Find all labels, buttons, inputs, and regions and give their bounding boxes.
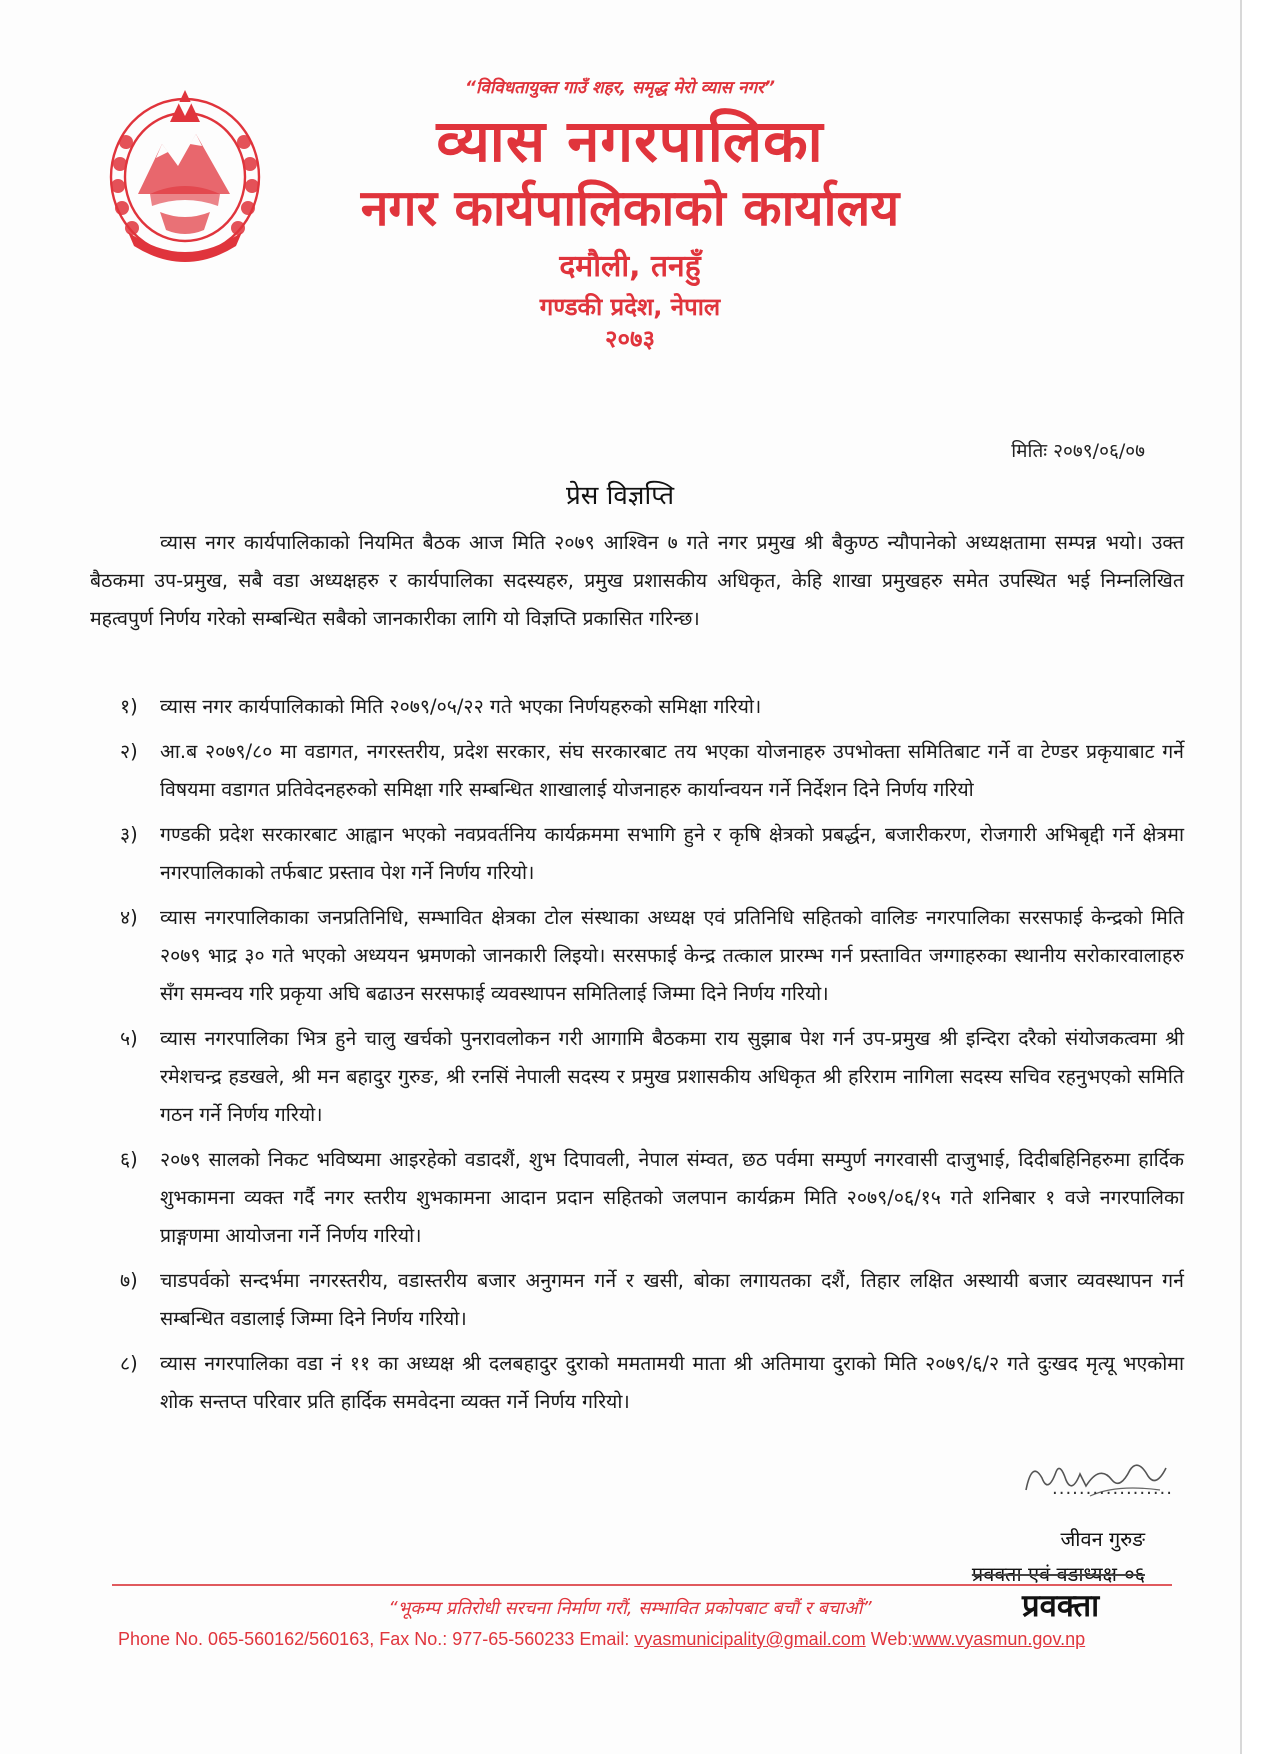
list-item — [90, 816, 1184, 892]
item-text: व्यास नगरपालिका भित्र हुने चालु खर्चको पुनरावलोकन गरी आगामि बैठकमा राय सुझाब पेश गर्न उप-प्रमुख श्री इन्दिरा दरैको संयोजकत्वमा श्री रमेशचन्द्र हडखले, श्री मन बहादुर गुरुङ, श्री रनसिं नेपाली सदस्य र प्रमुख प्रशासकीय अधिकृत श्री हरिराम नागिला सदस्य सचिव रहनुभएको समिति गठन गर्ने निर्णय गरियो। — [160, 1027, 1184, 1126]
email-link[interactable]: vyasmunicipality@gmail.com — [634, 1629, 866, 1649]
item-number: ८) — [120, 1352, 138, 1375]
decision-list — [90, 688, 1184, 1428]
item-number: २) — [120, 740, 138, 763]
list-item — [90, 899, 1184, 1013]
list-item — [90, 1020, 1184, 1134]
item-text: व्यास नगर कार्यपालिकाको मिति २०७९/०५/२२ गते भएका निर्णयहरुको समिक्षा गरियो। — [160, 695, 762, 718]
office-location: दमौली, तनहुँ — [559, 249, 701, 284]
contact-phone-fax: Phone No. 065-560162/560163, Fax No.: 977-65-560233 Email: — [118, 1629, 635, 1649]
office-province: गण्डकी प्रदेश, नेपाल — [539, 293, 721, 321]
document-date: मितिः २०७९/०६/०७ — [1011, 440, 1145, 462]
list-item — [90, 1345, 1184, 1421]
signatory-name: जीवन गुरुङ — [1060, 1527, 1145, 1551]
item-number: १) — [120, 695, 138, 718]
item-text: २०७९ सालको निकट भविष्यमा आइरहेको वडादशैं, शुभ दिपावली, नेपाल संम्वत, छठ पर्वमा सम्पुर्ण नगरवासी दाजुभाई, दिदीबहिनिहरुमा हार्दिक शुभकामना व्यक्त गर्दै नगर स्तरीय शुभकामना आदान प्रदान सहितको जलपान कार्यक्रम मिति २०७९/०६/१५ गते शनिबार १ वजे नगरपालिका प्राङ्गणमा आयोजना गर्ने निर्णय गरियो। — [160, 1148, 1184, 1247]
spokesperson-stamp: प्रवक्ता — [1022, 1588, 1100, 1624]
page-margin — [1242, 0, 1275, 1754]
intro-paragraph: व्यास नगर कार्यपालिकाको नियमित बैठक आज मिति २०७९ आश्विन ७ गते नगर प्रमुख श्री बैकुण्ठ न्यौपानेको अध्यक्षतामा सम्पन्न भयो। उक्त बैठकमा उप-प्रमुख, सबै वडा अध्यक्षहरु र कार्यपालिका सदस्यहरु, प्रमुख प्रशासकीय अधिकृत, केहि शाखा प्रमुखहरु समेत उपस्थित भई निम्नलिखित महत्वपुर्ण निर्णय गरेको सम्बन्धित सबैको जानकारीका लागि यो विज्ञप्ति प्रकासित गरिन्छ। — [90, 531, 1184, 630]
item-number: ३) — [120, 823, 138, 846]
item-text: चाडपर्वको सन्दर्भमा नगरस्तरीय, वडास्तरीय बजार अनुगमन गर्ने र खसी, बोका लगायतका दशैं, तिहार लक्षित अस्थायी बजार व्यवस्थापन गर्न सम्बन्धित वडालाई जिम्मा दिने निर्णय गरियो। — [160, 1269, 1184, 1330]
item-text: व्यास नगरपालिकाका जनप्रतिनिधि, सम्भावित क्षेत्रका टोल संस्थाका अध्यक्ष एवं प्रतिनिधि सहितको वालिङ नगरपालिका सरसफाई केन्द्रको मिति २०७९ भाद्र ३० गते भएको अध्ययन भ्रमणको जानकारी लिइयो। सरसफाई केन्द्र तत्काल प्रारम्भ गर्न प्रस्तावित जग्गाहरुका स्थानीय सरोकारवालाहरु सँग समन्वय गरि प्रकृया अघि बढाउन सरसफाई व्यवस्थापन समितिलाई जिम्मा दिने निर्णय गरियो। — [160, 906, 1184, 1005]
item-text: गण्डकी प्रदेश सरकारबाट आह्वान भएको नवप्रवर्तनिय कार्यक्रममा सभागि हुने र कृषि क्षेत्रको प्रबर्द्धन, बजारीकरण, रोजगारी अभिबृद्दी गर्ने क्षेत्रमा नगरपालिकाको तर्फबाट प्रस्ताव पेश गर्ने निर्णय गरियो। — [160, 823, 1184, 884]
item-number: ५) — [120, 1027, 138, 1050]
nepal-government-emblem-icon — [100, 82, 270, 264]
item-number: ७) — [120, 1269, 138, 1292]
website-link[interactable]: www.vyasmun.gov.np — [912, 1629, 1086, 1649]
footer-slogan: “भूकम्प प्रतिरोधी सरचना निर्माण गरौं, सम्भावित प्रकोपबाट बचौं र बचाऔं” — [388, 1598, 872, 1619]
document-title: प्रेस विज्ञप्ति — [565, 481, 675, 511]
list-item — [90, 688, 1184, 726]
list-item — [90, 1262, 1184, 1338]
established-year: २०७३ — [605, 325, 655, 353]
footer-divider — [112, 1584, 1172, 1586]
item-text: आ.ब २०७९/८० मा वडागत, नगरस्तरीय, प्रदेश सरकार, संघ सरकारबाट तय भएका योजनाहरु उपभोक्ता समितिबाट गर्ने वा टेण्डर प्रकृयाबाट गर्ने विषयमा वडागत प्रतिवेदनहरुको समिक्षा गरि सम्बन्धित शाखालाई योजनाहरु कार्यान्वयन गर्ने निर्देशन दिने निर्णय गरियो — [160, 740, 1184, 801]
item-number: ६) — [120, 1148, 138, 1171]
footer-contact — [118, 1629, 1178, 1650]
signature-line: .................. — [1052, 1478, 1173, 1499]
office-name: नगर कार्यपालिकाको कार्यालय — [360, 179, 900, 237]
signatory-role: प्रवक्ता एवं वडाध्यक्ष-०६ — [971, 1562, 1145, 1586]
web-label: Web: — [865, 1629, 913, 1649]
item-number: ४) — [120, 906, 138, 929]
list-item — [90, 733, 1184, 809]
item-text: व्यास नगरपालिका वडा नं ११ का अध्यक्ष श्री दलबहादुर दुराको ममतामयी माता श्री अतिमाया दुराको मिति २०७९/६/२ गते दुःखद मृत्यू भएकोमा शोक सन्तप्त परिवार प्रति हार्दिक समवेदना व्यक्त गर्ने निर्णय गरियो। — [160, 1352, 1184, 1413]
organization-name: व्यास नगरपालिका — [436, 107, 824, 175]
list-item — [90, 1141, 1184, 1255]
letterhead-slogan: “विविधतायुक्त गाउँ शहर, समृद्ध मेरो व्यास नगर” — [465, 78, 775, 98]
